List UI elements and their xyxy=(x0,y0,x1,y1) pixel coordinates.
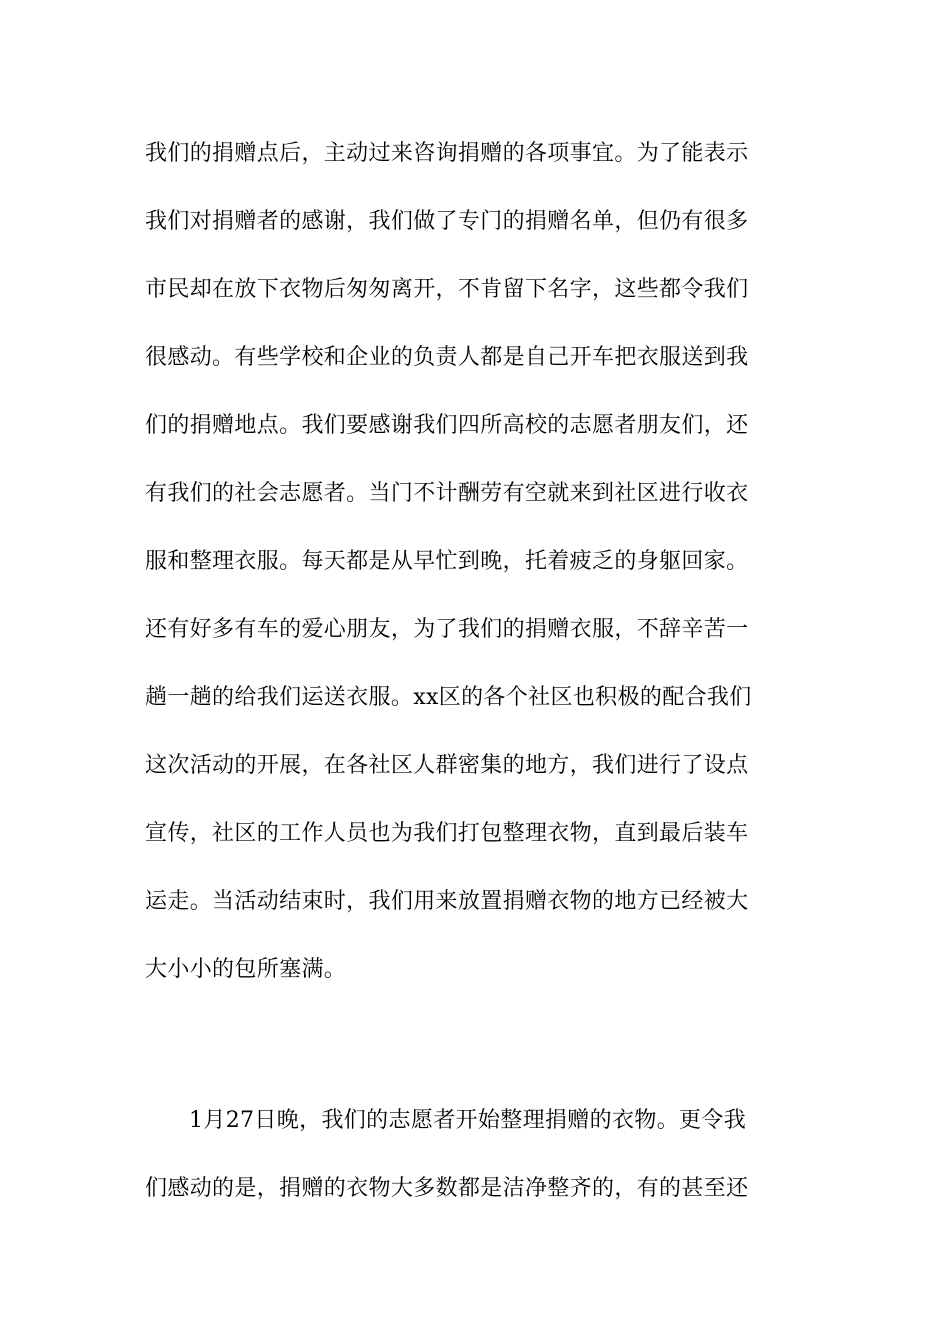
text-line: 这次活动的开展，在各社区人群密集的地方，我们进行了设点 xyxy=(145,753,749,778)
text-line: 很感动。有些学校和企业的负责人都是自己开车把衣服送到我 xyxy=(145,345,749,370)
text-line: 我们对捐赠者的感谢，我们做了专门的捐赠名单，但仍有很多 xyxy=(145,209,749,234)
text-line: 大小小的包所塞满。 xyxy=(145,957,347,982)
text-line: 1月27日晚，我们的志愿者开始整理捐赠的衣物。更令我 xyxy=(189,1108,747,1133)
text-line: 我们的捐赠点后，主动过来咨询捐赠的各项事宜。为了能表示 xyxy=(145,141,749,166)
text-line: 们感动的是，捐赠的衣物大多数都是洁净整齐的，有的甚至还 xyxy=(145,1176,749,1201)
paragraph xyxy=(145,1087,815,1223)
text-line: 趟一趟的给我们运送衣服。xx区的各个社区也积极的配合我们 xyxy=(145,685,752,710)
text-line: 还有好多有车的爱心朋友，为了我们的捐赠衣服，不辞辛苦一 xyxy=(145,617,749,642)
text-line: 有我们的社会志愿者。当门不计酬劳有空就来到社区进行收衣 xyxy=(145,481,749,506)
text-line: 宣传，社区的工作人员也为我们打包整理衣物，直到最后装车 xyxy=(145,821,749,846)
text-line: 市民却在放下衣物后匆匆离开，不肯留下名字，这些都令我们 xyxy=(145,277,749,302)
text-line: 运走。当活动结束时，我们用来放置捐赠衣物的地方已经被大 xyxy=(145,889,749,914)
text-line: 们的捐赠地点。我们要感谢我们四所高校的志愿者朋友们，还 xyxy=(145,413,749,438)
text-line: 服和整理衣服。每天都是从早忙到晚，托着疲乏的身躯回家。 xyxy=(145,549,749,574)
paragraph xyxy=(145,120,815,1004)
